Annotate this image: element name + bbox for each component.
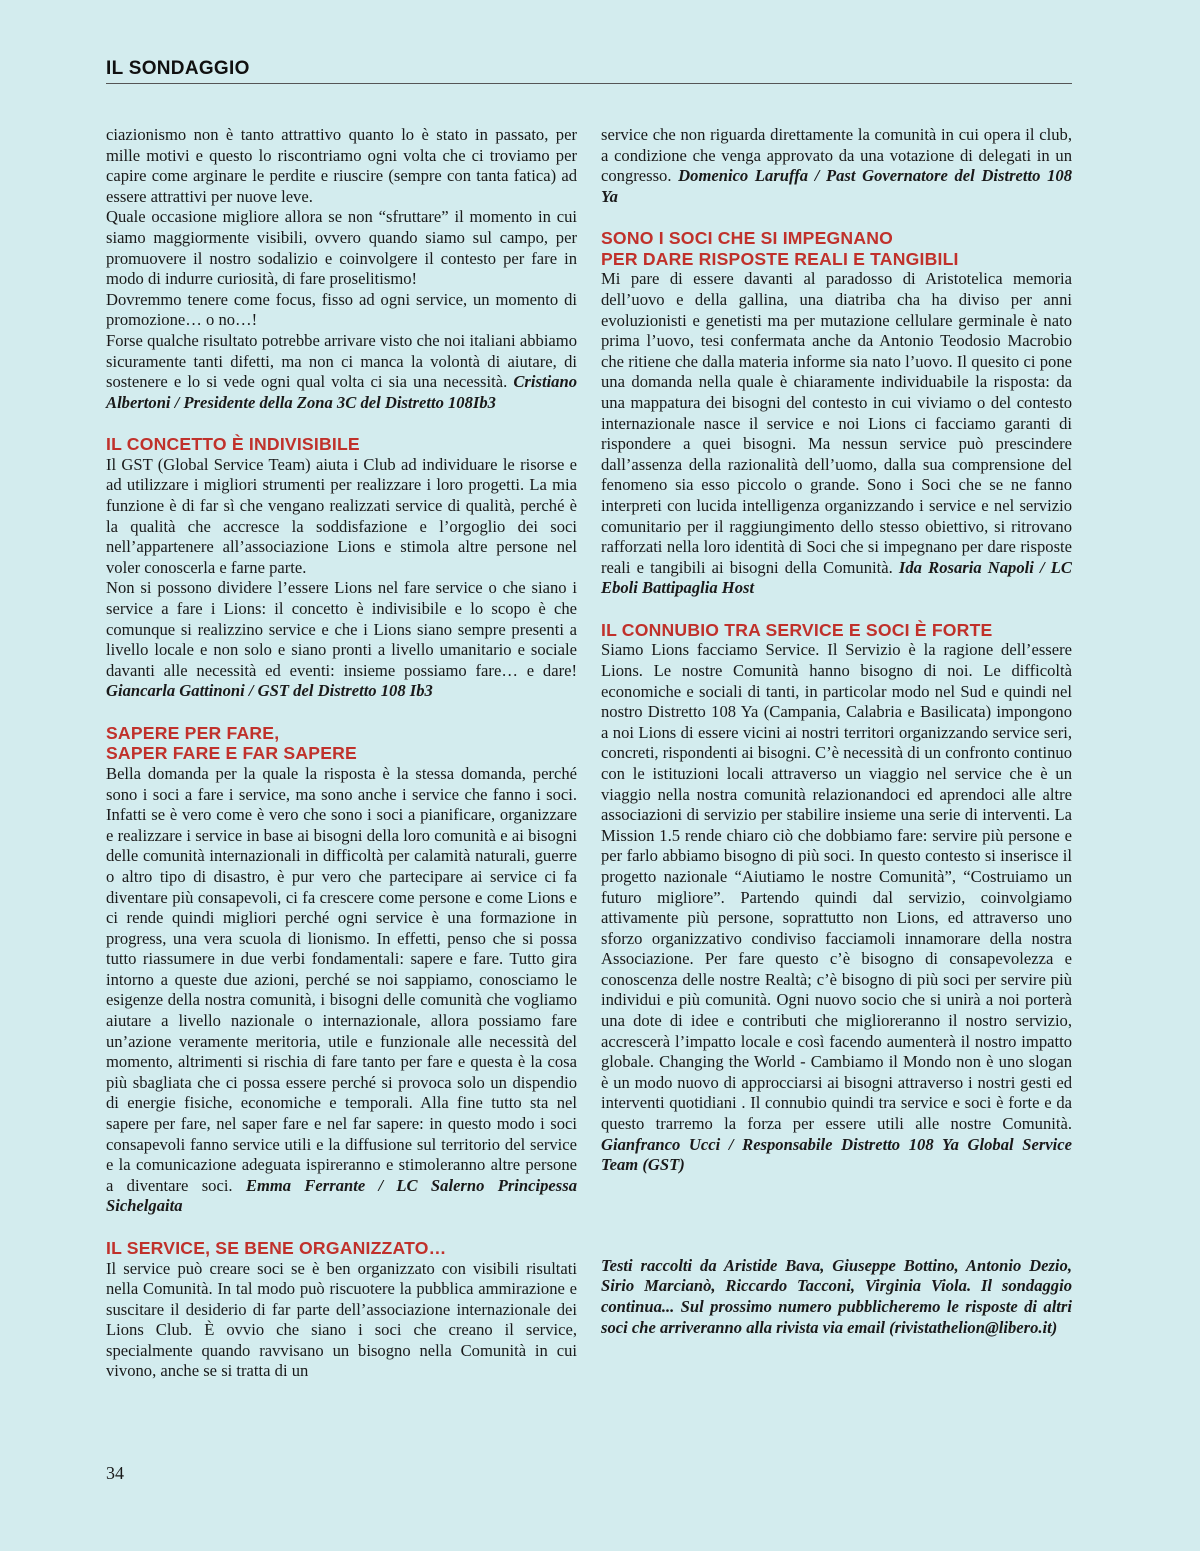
page-number: 34 <box>106 1463 124 1483</box>
concetto-paragraph-2 <box>106 578 577 702</box>
soci-paragraph-1-text: Mi pare di essere davanti al paradosso di Aristotelica memoria dell’uovo e della gallina, una diatriba cha ha diviso per anni evoluzionisti e genetisti ma per mutazione cellulare germinale è nato prima l’uovo, tesi confermata anche da Antonio Teodosio Macrobio che ritiene che dalla materia informe sia nato l’uovo. Il quesito ci pone una domanda nella quale è chiaramente individuabile la risposta: da una mappatura dei bisogni del contesto in cui viviamo o del contesto internazionale nasce il service e noi Lions ci facciamo garanti di rispondere a quei bisogni. Ma nessun service può prescindere dall’assenza della razionalità dell’uomo, dalla sua comprensione del fenomeno sia esso piccolo o grande. Sono i Soci che se ne fanno interpreti con lucida intelligenza organizzando i service e nel servizio comunitario per il raggiungimento dello stesso obiettivo, si ritrovano rafforzati nella loro identità di Soci che si impegnano per dare risposte reali e tangibili ai bisogni della Comunità. <box>601 269 1072 577</box>
concetto-paragraph-1: Il GST (Global Service Team) aiuta i Club ad individuare le risorse e ad utilizzare i migliori strumenti per realizzare i loro progetti. La mia funzione è di far sì che vengano realizzati service di qualità, perché è la qualità che accresce la soddisfazione e l’orgoglio dei soci nell’appartenere all’associazione Lions e stimola altre persone nel voler conoscerla e farne parte. <box>106 454 577 577</box>
intro-signature: Cristiano Albertoni / Presidente della Zona 3C del Distretto 108Ib3 <box>106 372 577 412</box>
intro-paragraph-3: Dovremmo tenere come focus, fisso ad ogni service, un momento di promozione… o no…! <box>106 289 577 330</box>
continuation-text: service che non riguarda direttamente la comunità in cui opera il club, a condizione che venga approvato da una votazione di delegati in un congresso. <box>601 125 1072 186</box>
connubio-signature: Gianfranco Ucci / Responsabile Distretto 108 Ya Global Service Team (GST) <box>601 1134 1072 1175</box>
left-column <box>106 125 577 1382</box>
connubio-paragraph-1-text: Siamo Lions facciamo Service. Il Servizio è la ragione dell’essere Lions. Le nostre Comunità hanno bisogno di noi. Le difficoltà economiche e sociali di tanti, in particolar modo nel Sud e quindi nel nostro Distretto 108 Ya (Campania, Calabria e Basilicata) impongono a noi Lions di essere vicini ai nostri territori organizzando service seri, concreti, rispondenti ai bisogni. C’è necessità di un confronto continuo con le istituzioni locali attraverso un viaggio nel service che è un viaggio nella nostra comunità relazionandoci ed aprendoci alle altre associazioni di servizio per stabilire insieme una serie di interventi. La Mission 1.5 rende chiaro ciò che dobbiamo fare: servire più persone e per farlo abbiamo bisogno di più soci. In questo contesto si inserisce il progetto nazionale “Aiutiamo le nostre Comunità”, “Costruiamo un futuro migliore”. Partendo quindi dal servizio, coinvolgiamo attivamente più persone, soprattutto non Lions, ed attraverso uno sforzo organizzativo condiviso facciamoli innamorare della nostra Associazione. Per fare questo c’è bisogno di consapevolezza e conoscenza delle nostre Realtà; c’è bisogno di più soci per servire più individui e più comunità. Ogni nuovo socio che si unirà a noi porterà una dote di idee e contributi che miglioreranno il nostro servizio, accrescerà l’impatto locale e così facendo aumenterà il nostro impatto globale. Changing the World - Cambiamo il Mondo non è uno slogan è un modo nuovo di approcciarsi ai bisogni attraverso i nostri gesti ed interventi quotidiani . Il connubio quindi tra service e soci è forte e da questo trarremo la forza per essere utili alle nostre Comunità. <box>601 640 1072 1134</box>
soci-signature: Ida Rosaria Napoli / LC Eboli Battipaglia Host <box>601 557 1072 598</box>
heading-sapere-per-fare <box>106 723 577 764</box>
connubio-paragraph-1 <box>601 640 1072 1175</box>
intro-paragraph-1: ciazionismo non è tanto attrattivo quanto lo è stato in passato, per mille motivi e questo lo riscontriamo ogni volta che ci troviamo per capire come arginare le perdite e riuscire (sempre con tanta fatica) ad essere attrattivi per nuove leve. <box>106 125 577 206</box>
heading-concetto-indivisibile: IL CONCETTO È INDIVISIBILE <box>106 434 360 455</box>
heading-sapere-line-1: SAPERE PER FARE, <box>106 722 280 743</box>
concetto-signature: Giancarla Gattinoni / GST del Distretto 108 Ib3 <box>106 681 433 701</box>
section-header <box>106 58 1072 84</box>
heading-soci-line-1: SONO I SOCI CHE SI IMPEGNANO <box>601 228 894 249</box>
intro-paragraph-4-text: Forse qualche risultato potrebbe arrivare visto che noi italiani abbiamo sicuramente tanti difetti, ma non ci manca la volontà di aiutare, di sostenere e lo si vede ogni qual volta ci sia una necessità. <box>106 330 577 392</box>
heading-soci-impegnano <box>601 228 1072 269</box>
continuation-paragraph <box>601 125 1072 207</box>
sapere-paragraph-1-text: Bella domanda per la quale la risposta è la stessa domanda, perché sono i soci a fare i service, ma sono anche i service che fanno i soci. Infatti se è vero come è vero che sono i soci a pianificare, organizzare e realizzare i service in base ai bisogni della loro comunità e ai bisogni delle comunità internazionali in difficoltà per calamità naturali, guerre o altro tipo di disastro, è pur vero che partecipare ai service ci fa diventare più consapevoli, ci fa crescere come persone e come Lions e ci rende quindi migliori perché ogni service è una formazione in progress, una vera scuola di lionismo. In effetti, penso che si possa tutto riassumere in due verbi fondamentali: sapere e fare. Tutto gira intorno a queste due azioni, perché se noi sappiamo, conosciamo le esigenze della nostra comunità, i bisogni delle comunità che vogliamo aiutare a livello nazionale o internazionale, allora possiamo fare un’azione veramente meritoria, utile e funzionale alle necessità del momento, altrimenti si rischia di fare tanto per fare e questa è la cosa più sbagliata che ci possa essere perché si provoca solo un dispendio di energie fisiche, economiche e temporali. Alla fine tutto sta nel sapere per fare, nel saper fare e nel far sapere: in questo modo i soci consapevoli fanno service utili e la diffusione sul territorio del service e la comunicazione adeguata ispireranno e stimoleranno altre persone a diventare soci. <box>106 763 577 1195</box>
sapere-paragraph-1 <box>106 764 577 1217</box>
continuation-signature: Domenico Laruffa / Past Governatore del Distretto 108 Ya <box>601 166 1072 206</box>
intro-paragraph-2: Quale occasione migliore allora se non “sfruttare” il momento in cui siamo maggiormente visibili, ovvero quando siamo sul campo, per promuovere il nostro sodalizio e coinvolgere il contesto per fare in modo di indurre curiosità, di fare proselitismo! <box>106 207 577 289</box>
sapere-signature: Emma Ferrante / LC Salerno Principessa Sichelgaita <box>106 1175 577 1216</box>
concetto-paragraph-2-text: Non si possono dividere l’essere Lions nel fare service o che siano i service a fare i Lions: il concetto è indivisibile e lo scopo è che comunque si realizzino service e che i Lions siano sempre presenti a livello locale e non solo e siano pronti a livello umanitario e sociale davanti alle necessità ed eventi: insieme possiamo fare… e dare! <box>106 578 577 680</box>
heading-service-organizzato: IL SERVICE, SE BENE ORGANIZZATO… <box>106 1238 447 1258</box>
credits-note: Testi raccolti da Aristide Bava, Giuseppe Bottino, Antonio Dezio, Sirio Marcianò, Riccardo Tacconi, Virginia Viola. Il sondaggio continua... Sul prossimo numero pubblicheremo le risposte di altri soci che arriveranno alla rivista via email (rivistathelion@libero.it) <box>601 1255 1072 1337</box>
section-title: IL SONDAGGIO <box>106 58 250 79</box>
service-organizzato-paragraph: Il service può creare soci se è ben organizzato con visibili risultati nella Comunità. In tal modo può riscuotere la pubblica ammirazione e suscitare il desiderio di far parte dell’associazione internazionale dei Lions Club. È ovvio che siano i soci che creano il service, specialmente quando ravvisano un bisogno nella Comunità in cui vivono, anche se si tratta di un <box>106 1258 577 1381</box>
heading-soci-line-2: PER DARE RISPOSTE REALI E TANGIBILI <box>601 248 959 269</box>
heading-sapere-line-2: SAPER FARE E FAR SAPERE <box>106 743 357 764</box>
soci-paragraph-1 <box>601 269 1072 599</box>
heading-connubio: IL CONNUBIO TRA SERVICE E SOCI È FORTE <box>601 619 993 640</box>
right-column <box>601 125 1072 1338</box>
intro-paragraph-4 <box>106 331 577 413</box>
